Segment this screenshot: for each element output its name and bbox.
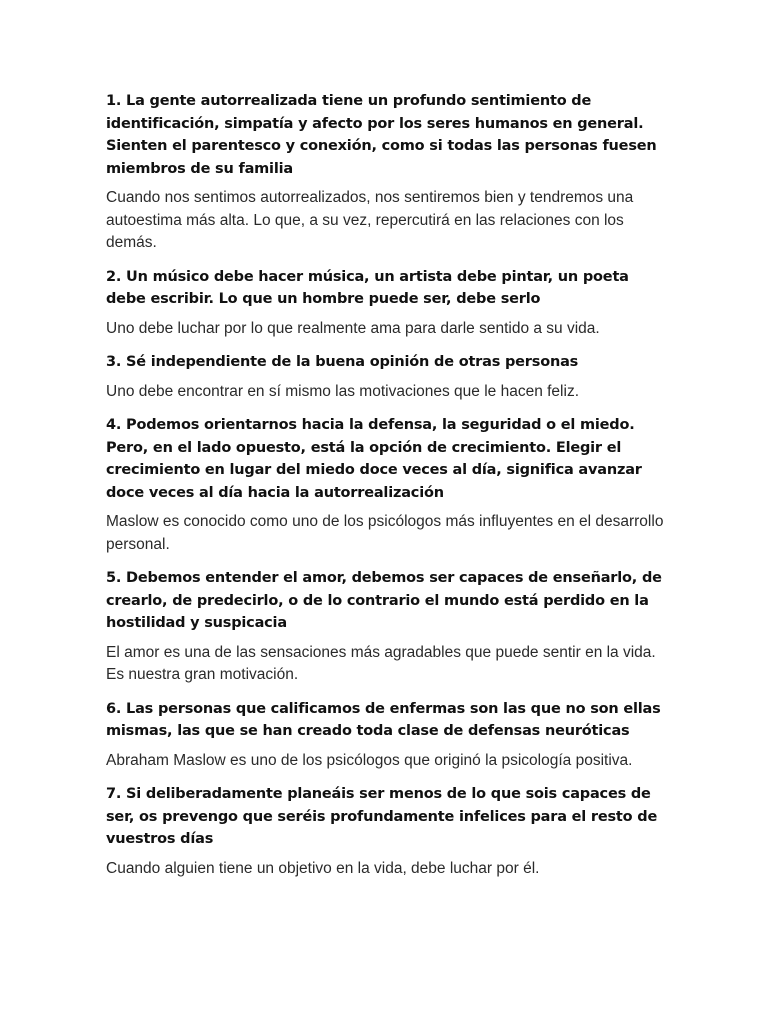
quote-item-4 bbox=[106, 414, 666, 556]
quote-item-3 bbox=[106, 351, 666, 403]
quote-text: 5. Debemos entender el amor, debemos ser capaces de enseñarlo, de crearlo, de predecirlo, o de lo contrario el mundo está perdido en la hostilidad y suspicacia bbox=[106, 570, 662, 631]
quote-comment: Maslow es conocido como uno de los psicólogos más influyentes en el desarrollo personal. bbox=[106, 513, 664, 553]
quote-item-6 bbox=[106, 698, 666, 773]
quote-text: 3. Sé independiente de la buena opinión de otras personas bbox=[106, 354, 579, 370]
quote-text: 1. La gente autorrealizada tiene un profundo sentimiento de identificación, simpatía y afecto por los seres humanos en general. Sienten el parentesco y conexión, como si todas las personas fuesen miembros de su familia bbox=[106, 93, 657, 177]
quote-comment: El amor es una de las sensaciones más agradables que puede sentir en la vida. Es nuestra gran motivación. bbox=[106, 643, 656, 683]
quote-item-5 bbox=[106, 567, 666, 687]
document-page bbox=[106, 90, 666, 891]
quote-item-7 bbox=[106, 783, 666, 880]
quote-comment: Uno debe luchar por lo que realmente ama para darle sentido a su vida. bbox=[106, 319, 600, 337]
quote-item-2 bbox=[106, 266, 666, 341]
quote-comment: Cuando alguien tiene un objetivo en la vida, debe luchar por él. bbox=[106, 859, 540, 877]
quote-item-1 bbox=[106, 90, 666, 255]
quote-comment: Uno debe encontrar en sí mismo las motivaciones que le hacen feliz. bbox=[106, 382, 579, 400]
quote-text: 4. Podemos orientarnos hacia la defensa, la seguridad o el miedo. Pero, en el lado opuesto, está la opción de crecimiento. Elegir el crecimiento en lugar del miedo doce veces al día, significa avanzar doce veces al día hacia la autorrealización bbox=[106, 417, 642, 501]
quote-comment: Abraham Maslow es uno de los psicólogos que originó la psicología positiva. bbox=[106, 751, 633, 769]
quote-comment: Cuando nos sentimos autorrealizados, nos sentiremos bien y tendremos una autoestima más alta. Lo que, a su vez, repercutirá en las relaciones con los demás. bbox=[106, 189, 634, 251]
quote-text: 7. Si deliberadamente planeáis ser menos de lo que sois capaces de ser, os prevengo que seréis profundamente infelices para el resto de vuestros días bbox=[106, 786, 658, 847]
quote-text: 6. Las personas que calificamos de enfermas son las que no son ellas mismas, las que se han creado toda clase de defensas neuróticas bbox=[106, 700, 661, 739]
quote-text: 2. Un músico debe hacer música, un artista debe pintar, un poeta debe escribir. Lo que un hombre puede ser, debe serlo bbox=[106, 268, 629, 307]
